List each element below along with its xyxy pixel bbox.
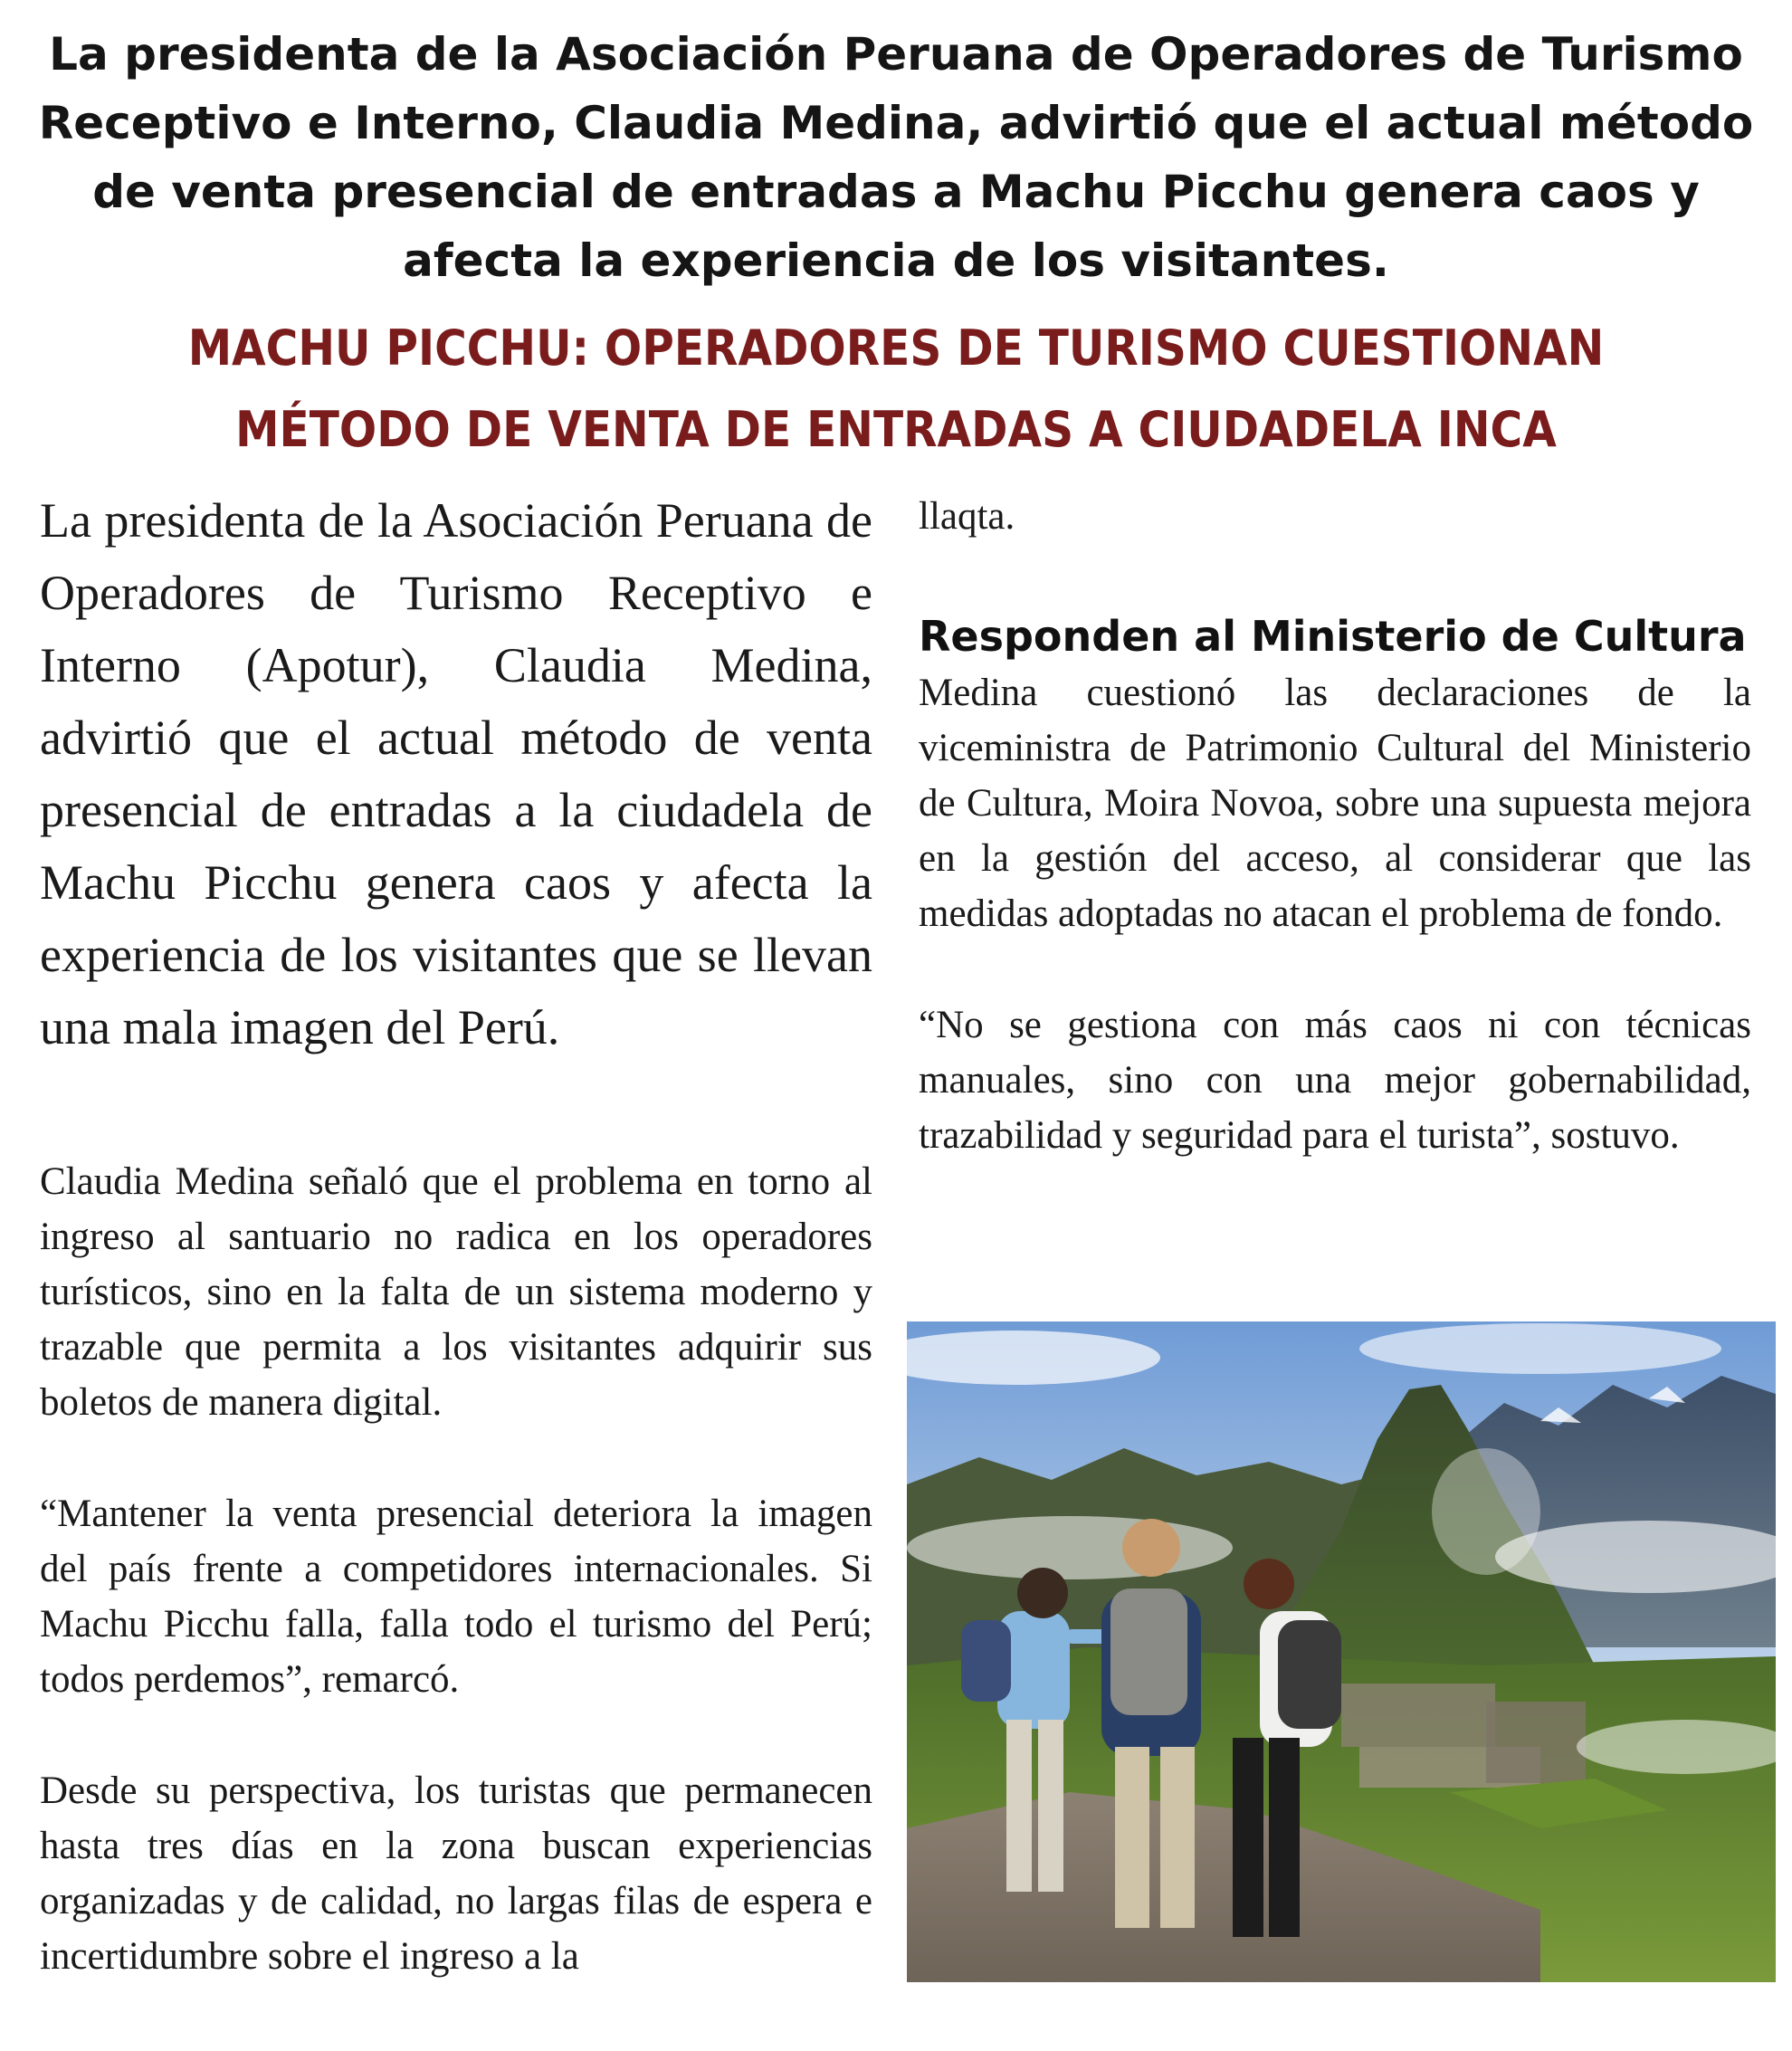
paragraph-perspectiva: Desde su perspectiva, los turistas que permanecen hasta tres días en la zona buscan experiencias organizadas y de calidad, no largas filas de espera e incertidumbre sobre el ingreso a la xyxy=(40,1770,872,1978)
paragraph-continuation: llaqta. xyxy=(919,495,1015,538)
machu-picchu-photo xyxy=(907,1321,1776,1982)
subheading-ministerio: Responden al Ministerio de Cultura xyxy=(919,612,1747,661)
paragraph-viceministra: Medina cuestionó las declaraciones de la viceministra de Patrimonio Cultural del Ministerio de Cultura, Moira Novoa, sobre una supuesta mejora en la gestión del acceso, al considerar que las medidas adoptadas no atacan el problema de fondo. xyxy=(919,672,1751,935)
headline-line-1: MACHU PICCHU: OPERADORES DE TURISMO CUESTIONAN xyxy=(187,320,1605,377)
left-column xyxy=(40,484,872,1984)
lead-paragraph: La presidenta de la Asociación Peruana de Operadores de Turismo Receptivo e Interno (Apotur), Claudia Medina, advirtió que el actual método de venta presencial de entradas a la ciudadela de Machu Picchu genera caos y afecta la experiencia de los visitantes que se llevan una mala imagen del Perú. xyxy=(40,493,872,1054)
photo-illustration xyxy=(907,1321,1776,1982)
right-column xyxy=(919,489,1751,1163)
headline-line-2: MÉTODO DE VENTA DE ENTRADAS A CIUDADELA INCA xyxy=(235,401,1557,458)
paragraph-quote-gestion: “No se gestiona con más caos ni con técnicas manuales, sino con una mejor gobernabilidad, trazabilidad y seguridad para el turista”, sostuvo. xyxy=(919,1004,1751,1157)
paragraph-quote-venta: “Mantener la venta presencial deteriora la imagen del país frente a competidores internacionales. Si Machu Picchu falla, falla todo el turismo del Perú; todos perdemos”, remarcó. xyxy=(40,1493,872,1701)
article-headline xyxy=(138,308,1654,471)
article-kicker: La presidenta de la Asociación Peruana de Operadores de Turismo Receptivo e Interno, Claudia Medina, advirtió que el actual método de venta presencial de entradas a Machu Picchu genera caos y afecta la experiencia de los visitantes. xyxy=(38,28,1754,287)
paragraph-medina-problem: Claudia Medina señaló que el problema en torno al ingreso al santuario no radica en los operadores turísticos, sino en la falta de un sistema moderno y trazable que permita a los visitantes adquirir sus boletos de manera digital. xyxy=(40,1160,872,1424)
